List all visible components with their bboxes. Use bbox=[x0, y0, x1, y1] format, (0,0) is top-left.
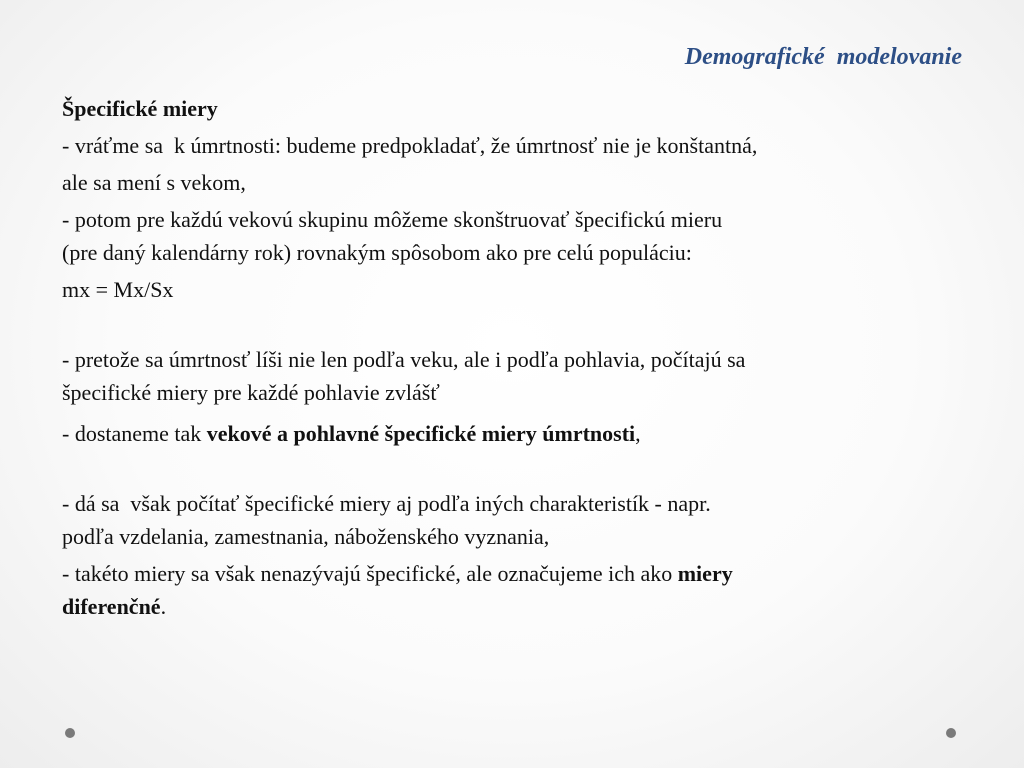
decorative-dot-left bbox=[65, 728, 75, 738]
heading-text: Špecifické miery bbox=[62, 96, 218, 121]
slide-content bbox=[62, 92, 972, 623]
paragraph-4-prefix: - dostaneme tak bbox=[62, 421, 207, 446]
paragraph-4 bbox=[62, 417, 972, 450]
paragraph-6-suffix: . bbox=[160, 594, 167, 619]
paragraph-6-line-1 bbox=[62, 557, 972, 590]
paragraph-6-line-2 bbox=[62, 590, 972, 623]
paragraph-6-prefix: - takéto miery sa však nenazývajú špecifické, ale označujeme ich ako bbox=[62, 561, 678, 586]
paragraph-4-suffix: , bbox=[635, 421, 641, 446]
paragraph-2-line-1: - potom pre každú vekovú skupinu môžeme skonštruovať špecifickú mieru bbox=[62, 207, 723, 232]
section-heading bbox=[62, 92, 972, 125]
paragraph-3-line-1: - pretože sa úmrtnosť líši nie len podľa veku, ale i podľa pohlavia, počítajú sa bbox=[62, 347, 746, 372]
paragraph-5-line-2: podľa vzdelania, zamestnania, náboženského vyznania, bbox=[62, 524, 550, 549]
paragraph-2-line-2: (pre daný kalendárny rok) rovnakým spôsobom ako pre celú populáciu: bbox=[62, 240, 692, 265]
paragraph-1-line-1: - vráťme sa k úmrtnosti: budeme predpokladať, že úmrtnosť nie je konštantná, bbox=[62, 133, 758, 158]
decorative-dot-right bbox=[946, 728, 956, 738]
paragraph-1-line-2: ale sa mení s vekom, bbox=[62, 170, 246, 195]
paragraph-6-bold-1: miery bbox=[677, 561, 733, 586]
formula: mx = Mx/Sx bbox=[62, 277, 174, 302]
paragraph-6-bold-2: diferenčné bbox=[62, 594, 161, 619]
paragraph-5-line-1: - dá sa však počítať špecifické miery aj podľa iných charakteristík - napr. bbox=[62, 491, 711, 516]
paragraph-3-line-2: špecifické miery pre každé pohlavie zvlášť bbox=[62, 380, 440, 405]
slide-title: Demografické modelovanie bbox=[684, 44, 962, 70]
paragraph-4-bold: vekové a pohlavné špecifické miery úmrtnosti bbox=[206, 421, 636, 446]
